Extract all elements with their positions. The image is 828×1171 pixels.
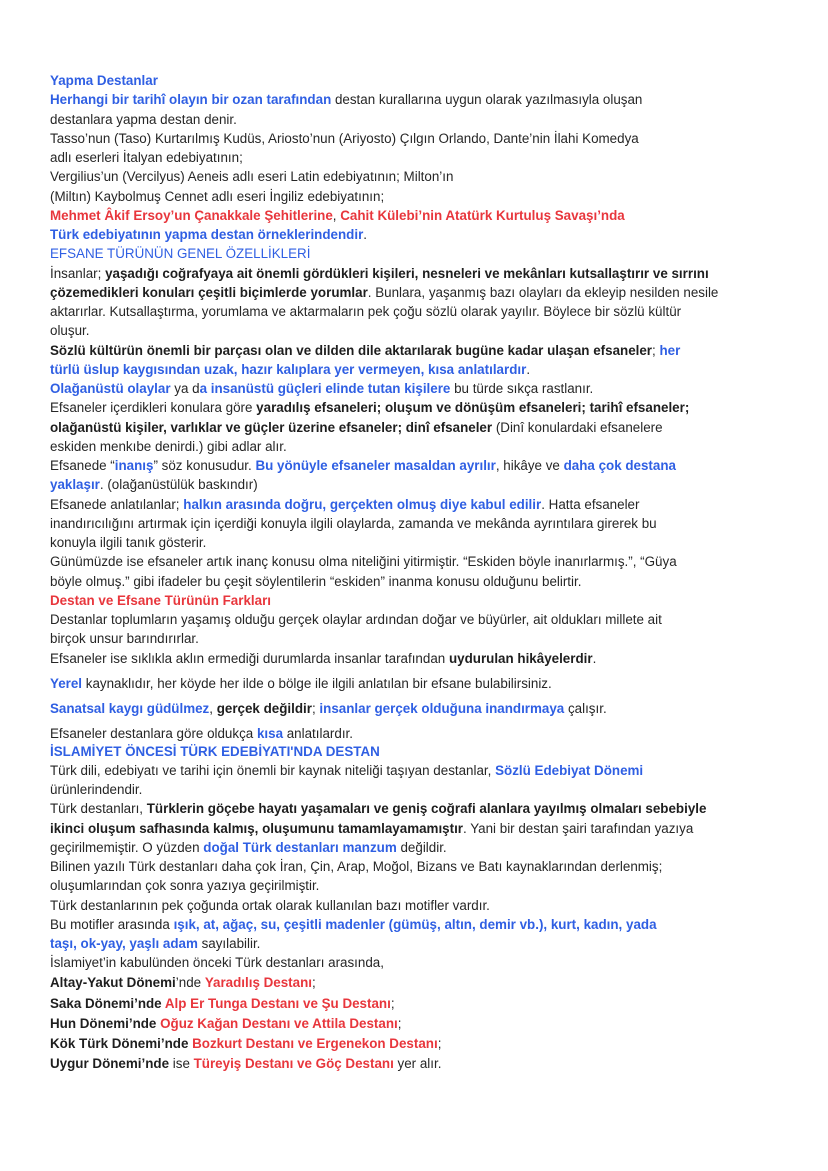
text-run: Efsanede anlatılanlar; [50,496,184,512]
text-line [50,380,593,398]
text-run: kaynaklıdır, her köyde her ilde o bölge ile ilgili anlatılan bir efsane bulabilirsiniz. [82,675,552,691]
text-line [50,303,681,321]
text-line [50,800,706,818]
text-run: Vergilius’un (Vercilyus) Aeneis adlı eseri Latin edebiyatının; Milton’ın [50,169,454,185]
text-line [50,877,319,895]
highlighted-text-run: yaşadığı coğrafyaya ait önemli gördükleri kişileri, nesneleri ve mekânları kutsallaştırır ve sırrını [105,265,709,281]
text-run: çalışır. [564,701,607,716]
text-run: eskiden menkıbe denirdi.) gibi adlar alır. [50,438,287,454]
text-line [50,342,680,360]
text-line [50,935,260,953]
text-line [50,573,581,591]
highlighted-text-run: yaradılış efsaneleri; oluşum ve dönüşüm efsaneleri; tarihî efsaneler; [256,400,690,416]
text-run: ; [397,1015,402,1031]
text-run: Destanlar toplumların yaşamış olduğu gerçek olaylar ardından doğar ve büyürler, ait oldukları millete ait [50,612,662,627]
text-run: . Bunlara, yaşanmış bazı olayları da ekleyip nesilden nesile [367,284,719,300]
highlighted-text-run: inanış [114,458,154,473]
text-run: ; [312,975,316,991]
text-run: Efsaneler destanlara göre oldukça [50,726,257,742]
highlighted-text-run: Mehmet Âkif Ersoy’un Çanakkale Şehitlerine [50,207,333,223]
text-line [50,1055,441,1073]
text-run: ; [311,701,320,716]
text-run: İslamiyet’in kabulünden önceki Türk destanları arasında, [50,955,384,971]
text-run: Tasso’nun (Taso) Kurtarılmış Kudüs, Ariosto’nun (Ariyosto) Çılgın Orlando, Dante’nin İlahi Komedya [50,130,639,146]
text-line [50,725,353,743]
text-run: Efsanede “ [50,458,115,473]
highlighted-text-run: çözemedikleri konuları çeşitli biçimlerde yorumlar [50,284,368,300]
text-line [50,457,676,475]
highlighted-text-run: Saka Dönemi’nde [50,995,165,1011]
highlighted-text-run: Yapma Destanlar [50,73,158,88]
text-line [50,111,237,129]
highlighted-text-run: insanlar gerçek olduğuna inandırmaya [319,701,565,716]
highlighted-text-run: daha çok destana [563,458,676,473]
highlighted-text-run: Yaradılış Destanı [204,975,312,991]
highlighted-text-run: Alp Er Tunga Destanı ve Şu Destanı [164,995,391,1011]
highlighted-text-run: doğal Türk destanları manzum [203,839,397,855]
text-run: destan kurallarına uygun olarak yazılmasıyla oluşan [331,92,643,108]
text-run: Günümüzde ise efsaneler artık inanç konusu olma niteliğini yitirmiştir. “Eskiden böyle inanırlarmış.”, “Güya [50,554,677,570]
text-run: anlatılardır. [283,726,353,742]
highlighted-text-run: Uygur Dönemi’nde [50,1056,170,1071]
text-line [50,91,642,109]
text-line [50,534,206,552]
highlighted-text-run: ikinci oluşum safhasında kalmış, oluşumunu tamamlayamamıştır [50,820,464,836]
text-run: adlı eserleri İtalyan edebiyatının; [50,150,243,165]
text-line [50,265,709,283]
highlighted-text-run: Bu yönüyle efsaneler masaldan ayrılır [255,458,496,473]
text-run: ürünlerindendir. [50,782,143,797]
highlighted-text-run: Türeyiş Destanı ve Göç Destanı [193,1056,394,1071]
highlighted-text-run: Sözlü kültürün önemli bir parçası olan ve dilden dile aktarılarak bugüne kadar ulaşan efsaneler [50,342,653,358]
text-line [50,207,625,225]
text-line [50,284,718,302]
text-run: aktarırlar. Kutsallaştırma, yorumlama ve aktarmaların pek çoğu sözlü olarak yayılır. Böylece bir sözlü kültür [50,304,682,319]
text-line [50,954,384,972]
highlighted-text-run: Cahit Külebi’nin Atatürk Kurtuluş Savaşı’nda [340,207,625,223]
highlighted-text-run: EFSANE TÜRÜNÜN GENEL ÖZELLİKLERİ [50,246,311,262]
highlighted-text-run: Sözlü Edebiyat Dönemi [495,762,644,778]
text-line [50,916,657,934]
highlighted-text-run: Bozkurt Destanı ve Ergenekon Destanı [192,1035,438,1051]
text-run: Efsaneler ise sıklıkla aklın ermediği durumlarda insanlar tarafından [50,650,449,666]
text-line [50,611,662,629]
text-line [50,130,639,148]
text-line [50,322,89,340]
text-run: oluşur. [50,323,90,339]
highlighted-text-run: a insanüstü güçleri elinde tutan kişilere [199,381,451,396]
text-run: . [592,650,597,666]
highlighted-text-run: Altay-Yakut Dönemi [50,975,176,991]
text-run: ” söz konusudur. [153,458,256,473]
text-line [50,399,689,417]
highlighted-text-run: Herhangi bir tarihî olayın bir ozan tarafından [50,92,332,108]
text-run: Efsaneler içerdikleri konulara göre [50,400,257,416]
text-line [50,592,271,610]
text-line [50,476,258,494]
text-run: (Miltın) Kaybolmuş Cennet adlı eseri İngiliz edebiyatının; [50,188,385,204]
text-line [50,995,395,1013]
highlighted-text-run: her [659,342,681,358]
text-run: böyle olmuş.” gibi ifadeler bu çeşit söylentilerin “eskiden” inanma konusu olduğunu belirtir. [50,573,582,589]
text-run: birçok unsur barındırırlar. [50,631,199,647]
text-line [50,700,607,718]
text-line [50,820,693,838]
text-run: , [209,701,217,716]
text-line [50,72,158,90]
text-run: yer alır. [393,1056,442,1071]
text-run: (Dinî konulardaki efsanelere [492,419,663,435]
text-line [50,858,662,876]
highlighted-text-run: Hun Dönemi’nde [50,1015,161,1031]
text-run: ; [437,1035,442,1051]
text-run: inandırıcılığını artırmak için içerdiği konuyla ilgili olaylarda, zamanda ve mekânda ayrıntılara girerek bu [50,515,657,531]
text-line [50,630,199,648]
text-line [50,553,677,571]
text-run: Türk destanları, [50,801,147,817]
text-run: . [363,227,368,242]
text-run: ; [390,995,395,1011]
highlighted-text-run: halkın arasında doğru, gerçekten olmuş diye kabul edilir [183,496,542,512]
highlighted-text-run: kısa [256,726,284,742]
highlighted-text-run: Kök Türk Dönemi’nde [50,1035,193,1051]
text-line [50,149,243,167]
highlighted-text-run: Sanatsal kaygı güdülmez [50,701,210,716]
text-run: Türk dili, edebiyatı ve tarihi için önemli bir kaynak niteliği taşıyan destanlar, [50,762,496,778]
text-line [50,188,384,206]
text-run: ’nde [175,975,205,991]
text-run: . Yani bir destan şairi tarafından yazıya [463,820,694,836]
text-line [50,974,316,992]
highlighted-text-run: Oğuz Kağan Destanı ve Attila Destanı [160,1015,398,1031]
text-run: . [526,361,531,377]
text-line [50,650,596,668]
text-line [50,226,367,244]
text-run: konuyla ilgili tanık gösterir. [50,535,207,550]
highlighted-text-run: ışık, at, ağaç, su, çeşitli madenler (gümüş, altın, demir vb.), kurt, kadın, yada [173,916,657,932]
text-run: geçirilmemiştir. O yüzden [50,839,204,855]
text-line [50,419,663,437]
text-run: ya d [170,381,200,396]
text-run: Türk destanlarının pek çoğunda ortak olarak kullanılan bazı motifler vardır. [50,897,490,913]
highlighted-text-run: Olağanüstü olaylar [50,381,171,396]
text-run: İnsanlar; [50,265,106,281]
text-line [50,515,657,533]
text-line [50,781,142,799]
highlighted-text-run: olağanüstü kişiler, varlıklar ve güçler üzerine efsaneler; dinî efsaneler [50,419,493,435]
highlighted-text-run: Destan ve Efsane Türünün Farkları [50,592,272,608]
text-line [50,897,490,915]
text-line [50,245,310,263]
highlighted-text-run: Türk edebiyatının yapma destan örneklerindendir [50,227,364,242]
text-run: . (olağanüstülük baskındır) [99,477,258,493]
highlighted-text-run: Türklerin göçebe hayatı yaşamaları ve geniş coğrafi alanlara yayılmış olmaları sebebiyle [146,801,707,817]
text-run: değildir. [396,839,447,855]
text-line [50,839,447,857]
highlighted-text-run: Yerel [50,675,83,691]
text-run: oluşumlarından çok sonra yazıya geçirilmiştir. [50,878,320,894]
highlighted-text-run: türlü üslup kaygısından uzak, hazır kalıplara yer vermeyen, kısa anlatılardır [50,361,527,377]
text-line [50,743,380,761]
highlighted-text-run: uydurulan hikâyelerdir [448,650,593,666]
text-run: ise [169,1056,194,1071]
text-run: bu türde sıkça rastlanır. [450,381,594,396]
text-run: Bilinen yazılı Türk destanları daha çok İran, Çin, Arap, Moğol, Bizans ve Batı kaynaklarından derlenmiş; [50,859,663,874]
highlighted-text-run: gerçek değildir [216,701,312,716]
text-line [50,496,639,514]
text-run: . Hatta efsaneler [541,496,640,512]
text-line [50,675,552,693]
text-line [50,1035,441,1053]
text-run: , hikâye ve [495,458,564,473]
highlighted-text-run: yaklaşır [50,477,100,493]
text-line [50,361,530,379]
text-run: destanlara yapma destan denir. [50,111,237,127]
text-line [50,438,287,456]
text-line [50,168,453,186]
highlighted-text-run: taşı, ok-yay, yaşlı adam [50,936,198,951]
highlighted-text-run: İSLAMİYET ÖNCESİ TÜRK EDEBİYATI'NDA DESTAN [50,743,380,759]
text-run: Bu motifler arasında [50,916,174,932]
text-run: sayılabilir. [197,936,261,951]
text-run: ; [652,342,660,358]
text-line [50,1015,401,1033]
text-run: , [332,207,341,223]
text-line [50,762,643,780]
